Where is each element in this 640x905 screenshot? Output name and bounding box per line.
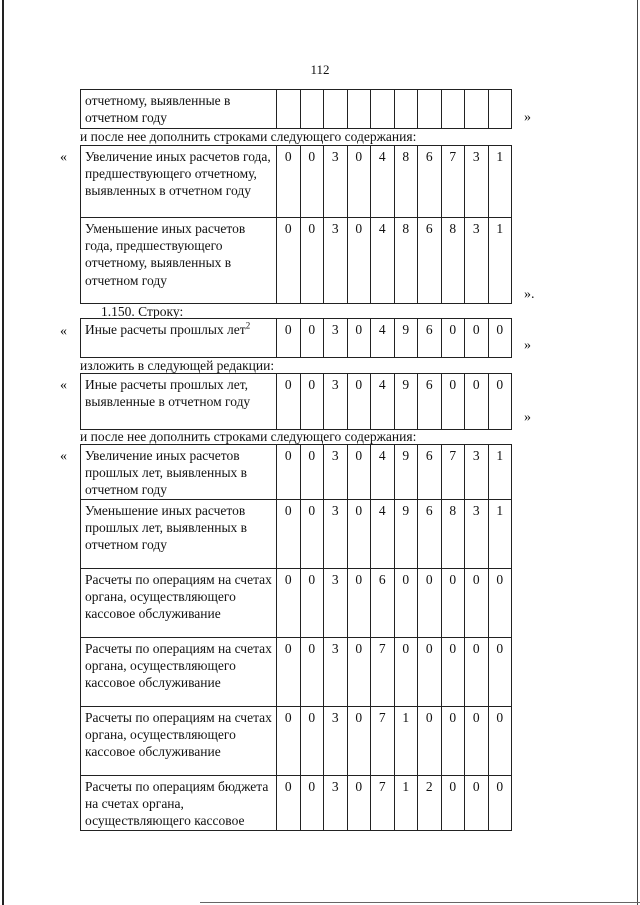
digit-cell: 6 <box>418 500 442 569</box>
section-heading: 1.150. Строку: <box>101 304 184 319</box>
digit-cell: 0 <box>441 374 465 430</box>
digit-cell: 9 <box>394 374 418 430</box>
open-quote: « <box>60 378 67 393</box>
digit-cell <box>394 90 418 129</box>
digit-cell: 0 <box>277 218 301 304</box>
digit-cell: 0 <box>347 707 371 776</box>
close-quote: » <box>524 410 531 425</box>
digit-cell <box>465 90 489 129</box>
digit-cell: 1 <box>488 146 512 218</box>
digit-cell: 0 <box>418 707 442 776</box>
digit-cell: 3 <box>324 500 348 569</box>
digit-cell <box>441 90 465 129</box>
digit-cell: 0 <box>300 638 324 707</box>
digit-cell: 0 <box>347 146 371 218</box>
digit-cell: 0 <box>347 638 371 707</box>
digit-cell: 0 <box>300 218 324 304</box>
digit-cell: 6 <box>418 445 442 500</box>
digit-cell: 3 <box>324 218 348 304</box>
digit-cell: 7 <box>371 776 395 831</box>
digit-cell: 2 <box>418 776 442 831</box>
digit-cell: 0 <box>394 638 418 707</box>
table-row <box>81 776 512 831</box>
digit-cell: 0 <box>300 707 324 776</box>
digit-cell: 0 <box>277 569 301 638</box>
digit-cell: 0 <box>347 776 371 831</box>
open-quote: « <box>60 324 67 339</box>
digit-cell: 0 <box>347 500 371 569</box>
digit-cell: 1 <box>394 707 418 776</box>
close-quote: » <box>524 110 531 125</box>
digit-cell: 0 <box>277 319 301 358</box>
row-description: Расчеты по операциям на счетах органа, осуществляющего кассовое обслуживание <box>81 638 277 707</box>
digit-cell: 4 <box>371 374 395 430</box>
table-row <box>81 90 512 129</box>
digit-cell: 3 <box>465 218 489 304</box>
digit-cell: 0 <box>465 319 489 358</box>
digit-cell: 3 <box>465 445 489 500</box>
digit-cell <box>300 90 324 129</box>
table-continuation <box>80 89 512 129</box>
digit-cell: 0 <box>277 146 301 218</box>
digit-cell: 3 <box>324 569 348 638</box>
digit-cell: 0 <box>488 319 512 358</box>
row-description: Уменьшение иных расчетов прошлых лет, выявленных в отчетном году <box>81 500 277 569</box>
scan-bottom-edge <box>200 902 640 903</box>
digit-cell: 0 <box>300 146 324 218</box>
digit-cell: 4 <box>371 218 395 304</box>
digit-cell: 3 <box>465 146 489 218</box>
table-row <box>81 146 512 218</box>
digit-cell: 0 <box>488 707 512 776</box>
digit-cell: 4 <box>371 319 395 358</box>
table-line-1150 <box>80 318 512 358</box>
digit-cell: 7 <box>441 445 465 500</box>
open-quote: « <box>60 449 67 464</box>
instruction-text: и после нее дополнить строками следующего содержания: <box>80 429 417 444</box>
digit-cell: 0 <box>277 776 301 831</box>
digit-cell: 3 <box>324 776 348 831</box>
table-add-1 <box>80 145 512 304</box>
digit-cell: 3 <box>465 500 489 569</box>
digit-cell: 1 <box>488 445 512 500</box>
digit-cell: 0 <box>277 374 301 430</box>
digit-cell <box>488 90 512 129</box>
table-row <box>81 638 512 707</box>
digit-cell <box>324 90 348 129</box>
instruction-text: и после нее дополнить строками следующего содержания: <box>80 129 417 144</box>
table-add-2 <box>80 444 512 831</box>
digit-cell: 0 <box>465 569 489 638</box>
digit-cell: 0 <box>277 707 301 776</box>
digit-cell: 1 <box>488 218 512 304</box>
digit-cell: 0 <box>277 638 301 707</box>
digit-cell: 0 <box>347 319 371 358</box>
table-row <box>81 707 512 776</box>
table-row <box>81 569 512 638</box>
digit-cell: 6 <box>418 146 442 218</box>
digit-cell: 0 <box>300 569 324 638</box>
table-row <box>81 374 512 430</box>
digit-cell: 9 <box>394 445 418 500</box>
row-description: Увеличение иных расчетов года, предшествующего отчетному, выявленных в отчетном году <box>81 146 277 218</box>
digit-cell: 7 <box>371 638 395 707</box>
digit-cell: 0 <box>277 500 301 569</box>
close-quote: » <box>524 338 531 353</box>
digit-cell: 8 <box>441 500 465 569</box>
digit-cell: 0 <box>441 569 465 638</box>
table-row <box>81 500 512 569</box>
digit-cell: 0 <box>488 638 512 707</box>
digit-cell: 1 <box>488 500 512 569</box>
digit-cell <box>371 90 395 129</box>
table-row <box>81 218 512 304</box>
table-row <box>81 319 512 358</box>
row-description: Увеличение иных расчетов прошлых лет, выявленных в отчетном году <box>81 445 277 500</box>
digit-cell: 0 <box>277 445 301 500</box>
row-description: отчетному, выявленные в отчетном году <box>81 90 277 129</box>
digit-cell: 0 <box>300 374 324 430</box>
digit-cell: 0 <box>441 319 465 358</box>
digit-cell: 4 <box>371 500 395 569</box>
digit-cell: 0 <box>347 445 371 500</box>
digit-cell: 8 <box>394 146 418 218</box>
digit-cell: 3 <box>324 319 348 358</box>
digit-cell: 0 <box>300 776 324 831</box>
digit-cell: 9 <box>394 500 418 569</box>
digit-cell: 3 <box>324 146 348 218</box>
digit-cell: 0 <box>465 776 489 831</box>
digit-cell: 1 <box>394 776 418 831</box>
row-description: Уменьшение иных расчетов года, предшествующего отчетному, выявленных в отчетном году <box>81 218 277 304</box>
digit-cell: 0 <box>465 374 489 430</box>
digit-cell: 0 <box>441 638 465 707</box>
digit-cell: 6 <box>371 569 395 638</box>
digit-cell: 6 <box>418 218 442 304</box>
digit-cell: 0 <box>441 776 465 831</box>
digit-cell: 0 <box>347 569 371 638</box>
digit-cell: 4 <box>371 146 395 218</box>
digit-cell: 0 <box>418 638 442 707</box>
footnote-mark: 2 <box>245 320 251 331</box>
digit-cell: 0 <box>347 218 371 304</box>
digit-cell: 3 <box>324 707 348 776</box>
row-description: Расчеты по операциям на счетах органа, осуществляющего кассовое обслуживание <box>81 569 277 638</box>
table-new-edition <box>80 373 512 430</box>
digit-cell: 0 <box>488 776 512 831</box>
digit-cell: 0 <box>394 569 418 638</box>
digit-cell: 0 <box>300 319 324 358</box>
digit-cell: 4 <box>371 445 395 500</box>
close-quote-dot: ». <box>524 287 535 302</box>
digit-cell: 0 <box>488 374 512 430</box>
digit-cell: 0 <box>465 707 489 776</box>
digit-cell <box>418 90 442 129</box>
digit-cell: 3 <box>324 374 348 430</box>
row-description: Иные расчеты прошлых лет$^2$ <box>81 319 277 358</box>
digit-cell: 8 <box>441 218 465 304</box>
row-description: Расчеты по операциям бюджета на счетах органа, осуществляющего кассовое <box>81 776 277 831</box>
digit-cell: 0 <box>300 500 324 569</box>
scan-right-edge <box>637 0 638 905</box>
digit-cell: 0 <box>465 638 489 707</box>
page-number: 112 <box>310 62 330 77</box>
row-description: Расчеты по операциям на счетах органа, осуществляющего кассовое обслуживание <box>81 707 277 776</box>
digit-cell: 3 <box>324 445 348 500</box>
digit-cell: 6 <box>418 374 442 430</box>
open-quote: « <box>60 150 67 165</box>
digit-cell: 0 <box>347 374 371 430</box>
digit-cell: 9 <box>394 319 418 358</box>
digit-cell: 3 <box>324 638 348 707</box>
digit-cell <box>277 90 301 129</box>
table-row <box>81 445 512 500</box>
row-description: Иные расчеты прошлых лет, выявленные в отчетном году <box>81 374 277 430</box>
scan-left-edge <box>2 0 4 905</box>
digit-cell: 0 <box>441 707 465 776</box>
digit-cell: 8 <box>394 218 418 304</box>
digit-cell: 0 <box>300 445 324 500</box>
digit-cell <box>347 90 371 129</box>
digit-cell: 0 <box>488 569 512 638</box>
instruction-text: изложить в следующей редакции: <box>80 358 275 373</box>
digit-cell: 7 <box>441 146 465 218</box>
digit-cell: 7 <box>371 707 395 776</box>
digit-cell: 0 <box>418 569 442 638</box>
digit-cell: 6 <box>418 319 442 358</box>
